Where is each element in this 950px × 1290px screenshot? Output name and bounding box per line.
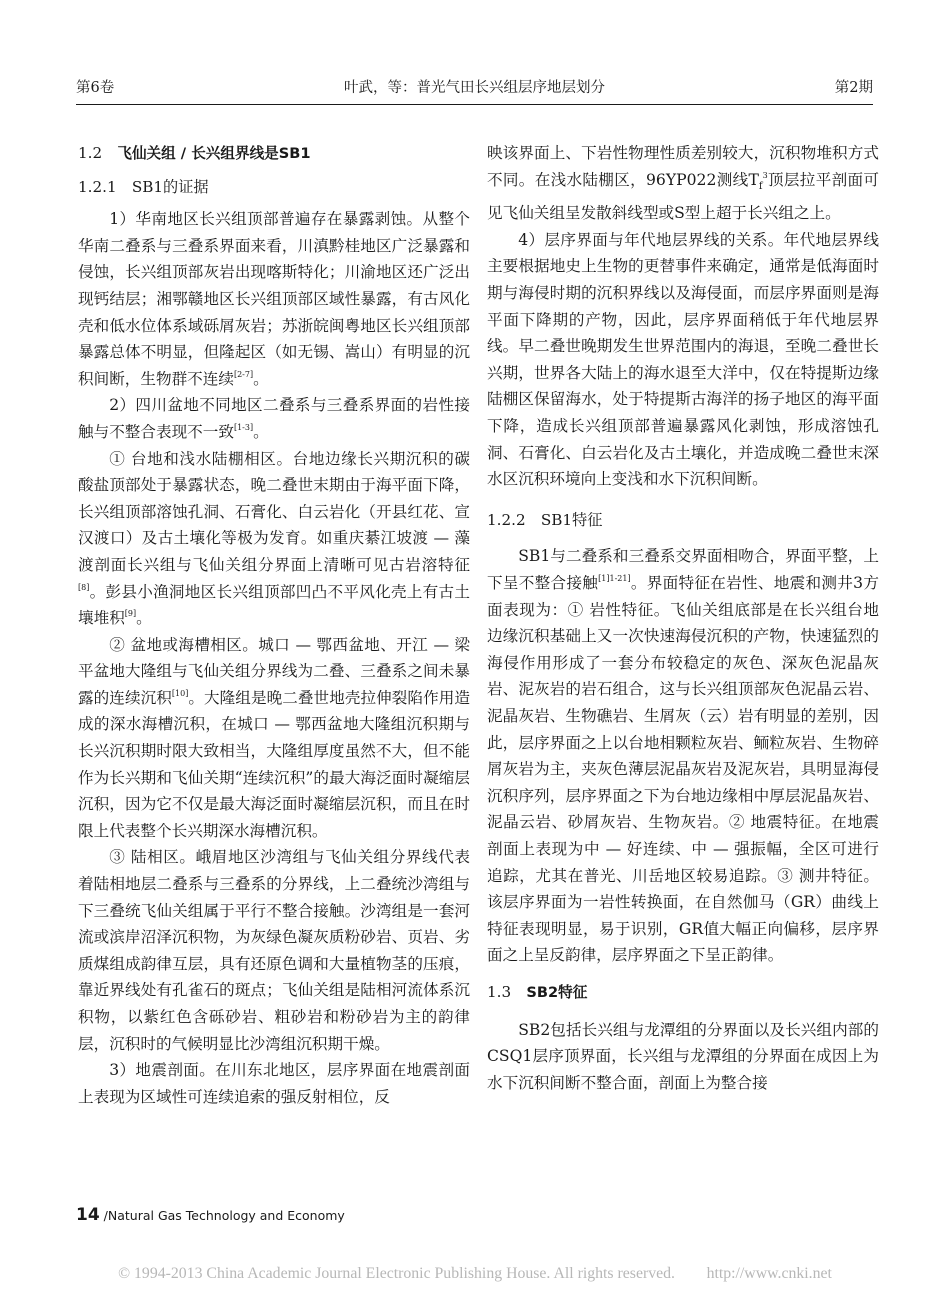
citation: [8] xyxy=(78,582,90,592)
section-heading-1-2: 1.2 飞仙关组 / 长兴组界线是SB1 xyxy=(78,144,311,162)
volume-label: 第6卷 xyxy=(76,80,115,96)
paragraph: SB2包括长兴组与龙潭组的分界面以及长兴组内部的CSQ1层序顶界面，长兴组与龙潭组的分界面在成因上为水下沉积间断不整合面，剖面上为整合接 xyxy=(487,1020,879,1092)
left-column xyxy=(78,140,470,1110)
citation: [1-3] xyxy=(233,422,254,432)
paragraph: 4）层序界面与年代地层界线的关系。年代地层界线主要根据地史上生物的更替事件来确定，通常是低海面时期与海侵时期的沉积界线以及海侵面，而层序界面则是海平面下降期的产物，因此，层序界面稍低于年代地层界线。早二叠世晚期发生世界范围内的海退，至晚二叠世长兴期，世界各大陆上的海水退至大洋中，仅在特提斯边缘陆棚区保留海水，处于特提斯古海洋的扬子地区的海平面下降，造成长兴组顶部普遍暴露风化剥蚀，形成溶蚀孔洞、石膏化、白云岩化及古土壤化，并造成晚二叠世末深水区沉积环境向上变浅和水下沉积间断。 xyxy=(487,230,879,489)
citation: [10] xyxy=(171,688,189,698)
paragraph: 映该界面上、下岩性物理性质差别较大，沉积物堆积方式不同。在浅水陆棚区，96YP022测线$T_f^3$顶层拉平剖面可见飞仙关组呈发散斜线型或S型上超于长兴组之上。 xyxy=(487,144,879,223)
right-column xyxy=(487,140,879,1096)
paragraph: 2）四川盆地不同地区二叠系与三叠系界面的岩性接触与不整合表现不一致[1-3]。 xyxy=(78,396,470,441)
paragraph: ② 盆地或海槽相区。城口 — 鄂西盆地、开江 — 梁平盆地大隆组与飞仙关组分界线为二叠、三叠系之间未暴露的连续沉积[10]。大隆组是晚二叠世地壳拉伸裂陷作用造成的深水海槽沉积，在城口 — 鄂西盆地大隆组沉积期与长兴沉积期时限大致相当，大隆组厚度虽然不大，但不能作为长兴期和飞仙关期“连续沉积”的最大海泛面时凝缩层沉积，因为它不仅是最大海泛面时凝缩层沉积，而且在时限上代表整个长兴期深水海槽沉积。 xyxy=(78,635,470,840)
paragraph: SB1与二叠系和三叠系交界面相吻合，界面平整，上下呈不整合接触[1]1-21]。界面特征在岩性、地震和测井3方面表现为：① 岩性特征。飞仙关组底部是在长兴组台地边缘沉积基础上又一次快速海侵沉积的产物，快速猛烈的海侵作用形成了一套分布较稳定的灰色、深灰色泥晶灰岩、泥灰岩的岩石组合，这与长兴组顶部灰色泥晶云岩、泥晶灰岩、生物礁岩、生屑灰（云）岩有明显的差别，因此，层序界面之上以台地相颗粒灰岩、鲕粒灰岩、生物碎屑灰岩为主，夹灰色薄层泥晶灰岩及泥灰岩，具明显海侵沉积序列，层序界面之下为台地边缘相中厚层泥晶灰岩、泥晶云岩、砂屑灰岩、生物灰岩。② 地震特征。在地震剖面上表现为中 — 好连续、中 — 强振幅，全区可进行追踪，尤其在普光、川岳地区较易追踪。③ 测井特征。该层序界面为一岩性转换面，在自然伽马（GR）曲线上特征表现明显，易于识别，GR值大幅正向偏移，层序界面之上呈反韵律，层序界面之下呈正韵律。 xyxy=(487,547,879,965)
page-number: 14 xyxy=(76,1205,100,1225)
issue-label: 第2期 xyxy=(834,80,873,96)
page-footer xyxy=(76,1205,345,1225)
paragraph: 1）华南地区长兴组顶部普遍存在暴露剥蚀。从整个华南二叠系与三叠系界面来看，川滇黔桂地区广泛暴露和侵蚀，长兴组顶部灰岩出现喀斯特化；川渝地区还广泛出现钙结层；湘鄂赣地区长兴组顶部区域性暴露，有古风化壳和低水位体系域砾屑灰岩；苏浙皖闽粤地区长兴组顶部暴露总体不明显，但隆起区（如无锡、嵩山）有明显的沉积间断，生物群不连续[2-7]。 xyxy=(78,210,470,388)
running-header xyxy=(76,76,873,98)
paragraph: ① 台地和浅水陆棚相区。台地边缘长兴期沉积的碳酸盐顶部处于暴露状态，晚二叠世末期由于海平面下降，长兴组顶部溶蚀孔洞、石膏化、白云岩化（开县红花、宣汉渡口）及古土壤化等极为发育。如重庆綦江坡渡 — 藻渡剖面长兴组与飞仙关组分界面上清晰可见古岩溶特征[8]。彭县小渔洞地区长兴组顶部凹凸不平风化壳上有古土壤堆积[9]。 xyxy=(78,449,470,628)
section-heading-1-3-title: SB2特征 xyxy=(526,983,588,1001)
copyright-watermark: © 1994-2013 China Academic Journal Electronic Publishing House. All rights reserved. http://www.cnki.net xyxy=(118,1265,832,1282)
running-title: 叶武，等：普光气田长兴组层序地层划分 xyxy=(344,80,605,96)
paragraph: 3）地震剖面。在川东北地区，层序界面在地震剖面上表现为区域性可连续追索的强反射相位，反 xyxy=(78,1061,470,1106)
section-heading-1-2-2: 1.2.2 SB1特征 xyxy=(487,510,603,529)
citation: [9] xyxy=(124,609,137,619)
journal-name: /Natural Gas Technology and Economy xyxy=(103,1208,345,1223)
citation: [1]1-21] xyxy=(598,574,631,584)
section-heading-1-3: 1.3 SB2特征 xyxy=(487,982,588,1001)
header-rule xyxy=(76,104,873,105)
paragraph: ③ 陆相区。峨眉地区沙湾组与飞仙关组分界线代表着陆相地层二叠系与三叠系的分界线，上二叠统沙湾组与下三叠统飞仙关组属于平行不整合接触。沙湾组是一套河流或滨岸沼泽沉积物，为灰绿色凝灰质粉砂岩、页岩、劣质煤组成韵律互层，具有还原色调和大量植物茎的压痕，靠近界线处有孔雀石的斑点；飞仙关组是陆相河流体系沉积物，以紫红色含砾砂岩、粗砂岩和粉砂岩为主的韵律层，沉积时的气候明显比沙湾组沉积期干燥。 xyxy=(78,848,470,1053)
section-heading-1-2-title: 飞仙关组 / 长兴组界线是SB1 xyxy=(117,145,311,162)
citation: [2-7] xyxy=(233,369,254,379)
section-heading-1-2-1: 1.2.1 SB1的证据 xyxy=(78,177,209,196)
